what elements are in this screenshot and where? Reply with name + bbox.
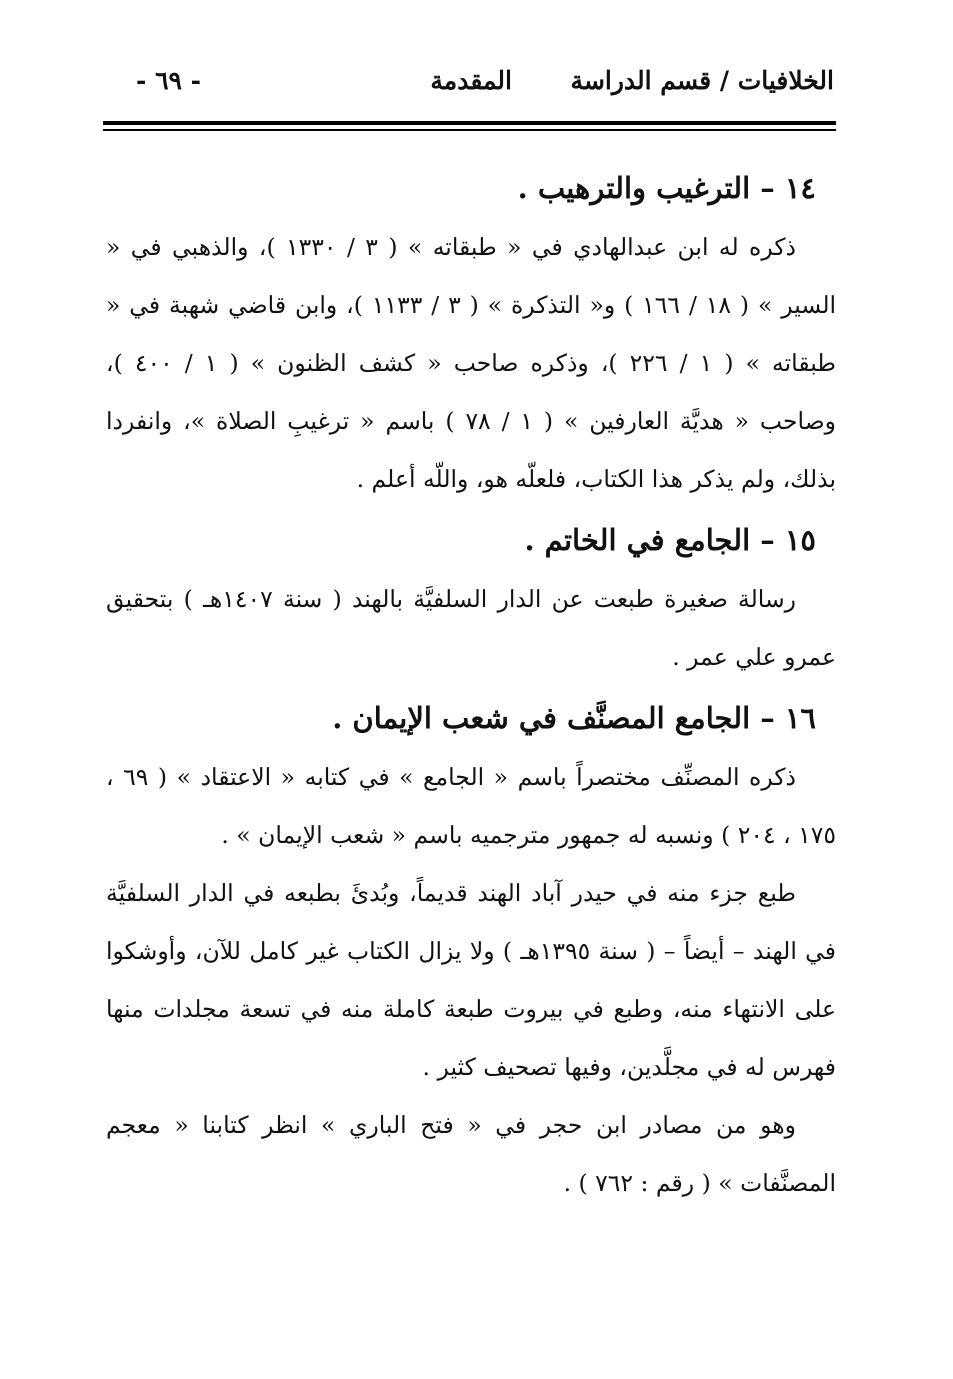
entry-14 — [106, 158, 836, 508]
entry-15 — [106, 510, 836, 686]
running-title: الخلافيات / قسم الدراسة — [570, 66, 834, 95]
page-number: - ٦٩ - — [136, 66, 202, 95]
running-header — [106, 60, 834, 110]
entry-heading: ١٥ – الجامع في الخاتم . — [524, 523, 816, 557]
section-name: المقدمة — [430, 66, 512, 95]
entry-paragraph: ذكره المصنِّف مختصراً باسم « الجامع » في كتابه « الاعتقاد » ( ٦٩ ، ١٧٥ ، ٢٠٤ ) ونسبه له جمهور مترجميه باسم « شعب الإيمان » . — [106, 763, 836, 849]
header-rule-thick — [103, 121, 836, 125]
entry-paragraph: طبع جزء منه في حيدر آباد الهند قديماً، وبُدئَ بطبعه في الدار السلفيَّة في الهند – أيضاً – ( سنة ١٣٩٥هـ ) ولا يزال الكتاب غير كامل للآن، وأوشكوا على الانتهاء منه، وطبع في بيروت طبعة كاملة منه في تسعة مجلدات منها فهرس له في مجلَّدين، وفيها تصحيف كثير . — [106, 879, 837, 1081]
page-body — [106, 158, 836, 1212]
header-rule-thin — [103, 129, 836, 131]
entry-16 — [106, 688, 836, 1212]
entry-paragraph: وهو من مصادر ابن حجر في « فتح الباري » انظر كتابنا « معجم المصنَّفات » ( رقم : ٧٦٢ ) . — [106, 1111, 836, 1197]
entry-heading: ١٤ – الترغيب والترهيب . — [517, 171, 816, 205]
entry-paragraph: ذكره له ابن عبدالهادي في « طبقاته » ( ٣ / ١٣٣٠ )، والذهبي في « السير » ( ١٨ / ١٦٦ ) و« التذكرة » ( ٣ / ١١٣٣ )، وابن قاضي شهبة في « طبقاته » ( ١ / ٢٢٦ )، وذكره صاحب « كشف الظنون » ( ١ / ٤٠٠ )، وصاحب « هديَّة العارفين » ( ١ / ٧٨ ) باسم « ترغيبِ الصلاة »، وانفردا بذلك، ولم يذكر هذا الكتاب، فلعلّه هو، واللّه أعلم . — [106, 233, 837, 493]
entry-paragraph: رسالة صغيرة طبعت عن الدار السلفيَّة بالهند ( سنة ١٤٠٧هـ ) بتحقيق عمرو علي عمر . — [106, 585, 836, 671]
entry-heading: ١٦ – الجامع المصنَّف في شعب الإيمان . — [332, 701, 816, 735]
